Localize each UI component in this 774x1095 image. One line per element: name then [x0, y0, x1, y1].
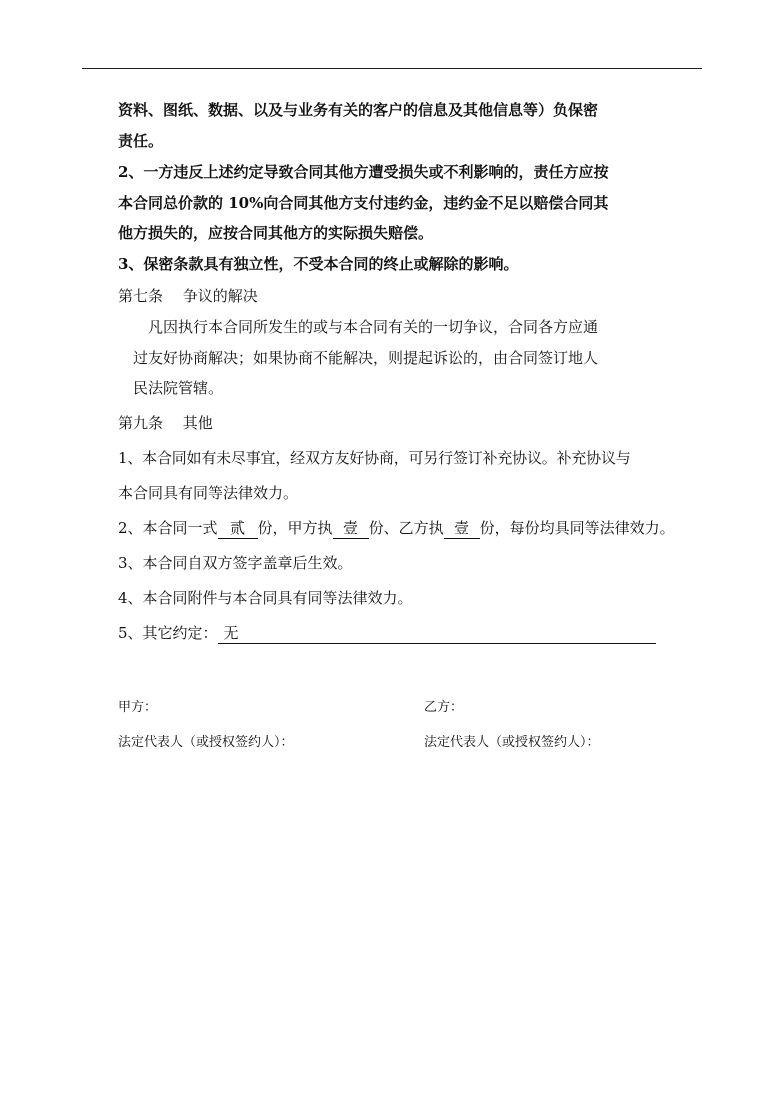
- article9-item5: [118, 623, 656, 644]
- article7-line-1: 凡因执行本合同所发生的或与本合同有关的一切争议，合同各方应通: [148, 318, 599, 336]
- confidentiality-item3: 3、保密条款具有独立性，不受本合同的终止或解除的影响。: [118, 255, 519, 273]
- article7-heading: 第七条 争议的解决: [118, 287, 258, 305]
- article7-line-3: 民法院管辖。: [133, 379, 224, 397]
- party-a-label: 甲方：: [118, 700, 158, 715]
- item5-value: 无: [218, 623, 656, 644]
- confidentiality-item2-line3: 他方损失的，应按合同其他方的实际损失赔偿。: [118, 224, 434, 242]
- header-rule: [82, 68, 702, 69]
- party-b-label: 乙方：: [424, 700, 464, 715]
- item2-part3: 份、乙方执: [368, 519, 444, 537]
- confidentiality-line-2: 责任。: [118, 132, 164, 150]
- item5-label: 5、其它约定：: [118, 624, 218, 642]
- item2-part4: 份，每份均具同等法律效力。: [479, 519, 675, 537]
- copies-party-b: 壹: [444, 518, 480, 539]
- copies-total: 贰: [218, 518, 258, 539]
- article9-item4: 4、本合同附件与本合同具有同等法律效力。: [118, 589, 413, 607]
- article9-item2: [118, 518, 675, 539]
- party-b-representative: 法定代表人（或授权签约人）：: [424, 735, 600, 750]
- article9-item1-line1: 1、本合同如有未尽事宜，经双方友好协商，可另行签订补充协议。补充协议与: [118, 449, 631, 467]
- party-a-representative: 法定代表人（或授权签约人）：: [118, 735, 294, 750]
- confidentiality-item2-line1: 2、一方违反上述约定导致合同其他方遭受损失或不利影响的，责任方应按: [118, 163, 609, 181]
- article9-heading: 第九条 其他: [118, 414, 213, 432]
- article9-item3: 3、本合同自双方签字盖章后生效。: [118, 554, 353, 572]
- copies-party-a: 壹: [333, 518, 369, 539]
- confidentiality-item2-line2: 本合同总价款的 10%向合同其他方支付违约金，违约金不足以赔偿合同其: [118, 194, 609, 212]
- article7-line-2: 过友好协商解决；如果协商不能解决，则提起诉讼的，由合同签订地人: [133, 349, 599, 367]
- item2-prefix: 2、本合同一式: [118, 519, 218, 537]
- confidentiality-line-1: 资料、图纸、数据、以及与业务有关的客户的信息及其他信息等）负保密: [118, 101, 599, 119]
- article9-item1-line2: 本合同具有同等法律效力。: [118, 484, 299, 502]
- item2-part2: 份，甲方执: [257, 519, 333, 537]
